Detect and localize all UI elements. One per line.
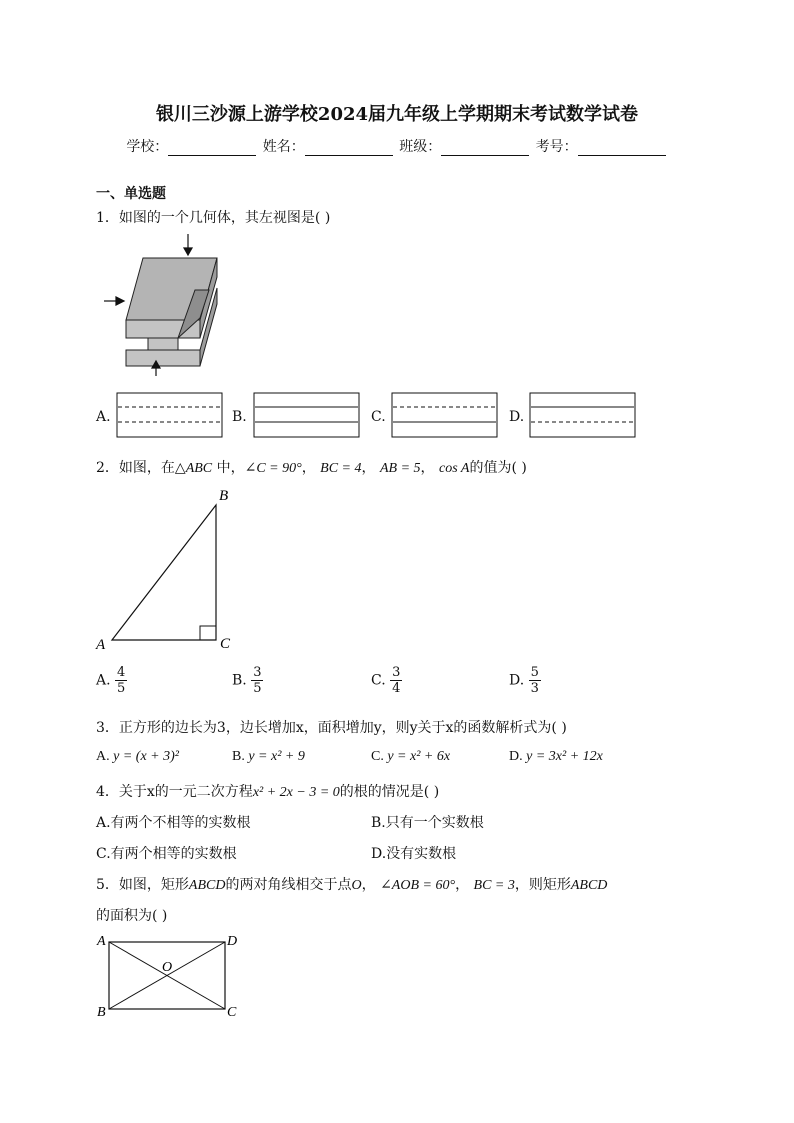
q1-option-b-label[interactable]: B. <box>232 409 247 425</box>
q3-option-b-expr: y = x² + 9 <box>248 749 305 764</box>
q1-option-d-figure[interactable] <box>529 392 637 440</box>
q4-option-b[interactable] <box>371 812 484 832</box>
q2-option-b-fraction <box>251 665 263 696</box>
q2-option-b[interactable] <box>232 665 263 696</box>
q2-option-d-fraction <box>529 665 541 696</box>
q3-option-a-label: A. <box>96 749 110 764</box>
triangle-abc <box>112 505 216 640</box>
q5-text-c: ，则矩形 <box>514 877 571 893</box>
q1-option-c-label[interactable]: C. <box>371 409 386 425</box>
q4-option-a-label: A. <box>96 815 111 831</box>
q3-option-a[interactable] <box>96 749 179 765</box>
solid-front-bottom <box>126 350 200 366</box>
q2-sep2: ， <box>361 460 376 476</box>
q2-sep1: ， <box>301 460 316 476</box>
q4-option-d-label: D. <box>371 846 387 862</box>
q2-mid: 中， <box>212 460 245 476</box>
right-angle-mark <box>200 626 216 640</box>
q5-point-o: O <box>351 878 362 893</box>
q3-option-b[interactable] <box>232 749 305 765</box>
q1-option-a-figure[interactable] <box>116 392 224 440</box>
q4-option-d-text: 没有实数根 <box>386 846 457 862</box>
q2-triangle-name: ABC <box>185 461 213 476</box>
solid-front-stem <box>148 338 178 350</box>
q4-stem-suffix: 的根的情况是( ) <box>339 784 440 800</box>
fraction-denominator: 5 <box>117 681 126 696</box>
q3-stem: 3．正方形的边长为3，边长增加x，面积增加y，则y关于x的函数解析式为( ) <box>96 720 567 736</box>
q3-option-a-expr: y = (x + 3)² <box>113 749 179 764</box>
fraction-denominator: 4 <box>392 681 401 696</box>
q3-option-d-label: D. <box>509 749 523 764</box>
q4-option-c[interactable] <box>96 843 237 863</box>
q5-rectangle-figure <box>94 930 244 1022</box>
q3-option-c[interactable] <box>371 749 450 765</box>
q2-angle-c: ∠C = 90° <box>244 461 302 476</box>
q3-option-b-label: B. <box>232 749 245 764</box>
q4-stem-prefix: 4．关于x的一元二次方程 <box>96 784 253 800</box>
q1-option-d-label[interactable]: D. <box>509 409 525 425</box>
q4-option-a-text: 有两个不相等的实数根 <box>110 815 251 831</box>
vertex-c: C <box>227 1005 237 1020</box>
q2-sep3: ， <box>420 460 435 476</box>
fraction-numerator: 5 <box>530 665 539 680</box>
fraction-numerator: 3 <box>253 665 262 680</box>
q1-option-a-label[interactable]: A. <box>96 409 111 425</box>
fraction-numerator: 4 <box>117 665 126 680</box>
vertex-a: A <box>97 934 106 949</box>
q2-stem <box>96 457 527 477</box>
q2-stem-prefix: 2．如图，在△ <box>96 460 186 476</box>
fraction-numerator: 3 <box>392 665 401 680</box>
q1-option-c-figure[interactable] <box>391 392 499 440</box>
vertex-b: B <box>219 488 229 504</box>
q2-option-c[interactable] <box>371 665 402 696</box>
school-label: 学校： <box>126 139 169 155</box>
q4-option-a[interactable] <box>96 812 251 832</box>
q3-option-c-label: C. <box>371 749 384 764</box>
exam-title: 银川三沙源上游学校2024届九年级上学期期末考试数学试卷 <box>155 104 639 125</box>
class-blank[interactable] <box>441 141 529 156</box>
q2-option-d[interactable] <box>509 665 541 696</box>
arrow-top-head <box>184 248 192 255</box>
q4-option-c-label: C. <box>96 846 111 862</box>
q5-sep1: ， <box>361 877 376 893</box>
q5-bc: BC = 3 <box>473 878 515 893</box>
q4-option-b-label: B. <box>371 815 386 831</box>
q2-ab: AB = 5 <box>379 461 421 476</box>
vertex-c: C <box>220 636 231 652</box>
q2-bc: BC = 4 <box>320 461 362 476</box>
q1-stem: 1．如图的一个几何体，其左视图是( ) <box>96 210 331 226</box>
exam-number-label: 考号： <box>535 139 578 155</box>
q5-text-b: 的两对角线相交于点 <box>225 877 352 893</box>
name-label: 姓名： <box>262 139 305 155</box>
vertex-d: D <box>227 934 238 949</box>
q2-cos-a: cos A <box>438 461 470 476</box>
q5-stem-line1 <box>96 874 607 894</box>
q4-stem <box>96 781 439 801</box>
q4-option-b-text: 只有一个实数根 <box>385 815 484 831</box>
q3-option-c-expr: y = x² + 6x <box>387 749 451 764</box>
fraction-denominator: 5 <box>253 681 262 696</box>
q5-rect-name: ABCD <box>188 878 226 893</box>
q5-stem-line2: 的面积为( ) <box>96 908 168 924</box>
q3-option-d-expr: y = 3x² + 12x <box>526 749 603 764</box>
exam-number-blank[interactable] <box>578 141 666 156</box>
class-label: 班级： <box>399 139 442 155</box>
q1-solid-figure <box>96 230 236 380</box>
q2-tail: 的值为( ) <box>469 460 527 476</box>
fraction-denominator: 3 <box>530 681 539 696</box>
q2-option-d-label: D. <box>509 672 525 689</box>
q5-rect-name-2: ABCD <box>570 878 608 893</box>
student-info-row <box>0 136 794 156</box>
arrow-left-head <box>116 297 124 305</box>
section-title: 一、单选题 <box>96 186 166 202</box>
q5-sep2: ， <box>455 877 470 893</box>
point-o: O <box>162 960 173 975</box>
q4-equation: x² + 2x − 3 = 0 <box>252 785 340 800</box>
q2-option-a-fraction <box>115 665 127 696</box>
q2-option-c-label: C. <box>371 672 386 689</box>
q3-option-d[interactable] <box>509 749 603 765</box>
school-blank[interactable] <box>168 141 256 156</box>
q2-option-a-label: A. <box>96 672 111 689</box>
q2-option-b-label: B. <box>232 672 247 689</box>
q2-option-a[interactable] <box>96 665 127 696</box>
q2-option-c-fraction <box>390 665 402 696</box>
vertex-a: A <box>96 637 106 653</box>
q5-angle-aob: ∠AOB = 60° <box>380 878 456 893</box>
q4-option-c-text: 有两个相等的实数根 <box>110 846 237 862</box>
q5-text-a: 5．如图，矩形 <box>96 877 189 893</box>
q2-triangle-figure <box>94 484 244 654</box>
vertex-b: B <box>97 1005 106 1020</box>
q1-option-b-figure[interactable] <box>253 392 361 440</box>
name-blank[interactable] <box>305 141 393 156</box>
q4-option-d[interactable] <box>371 843 456 863</box>
